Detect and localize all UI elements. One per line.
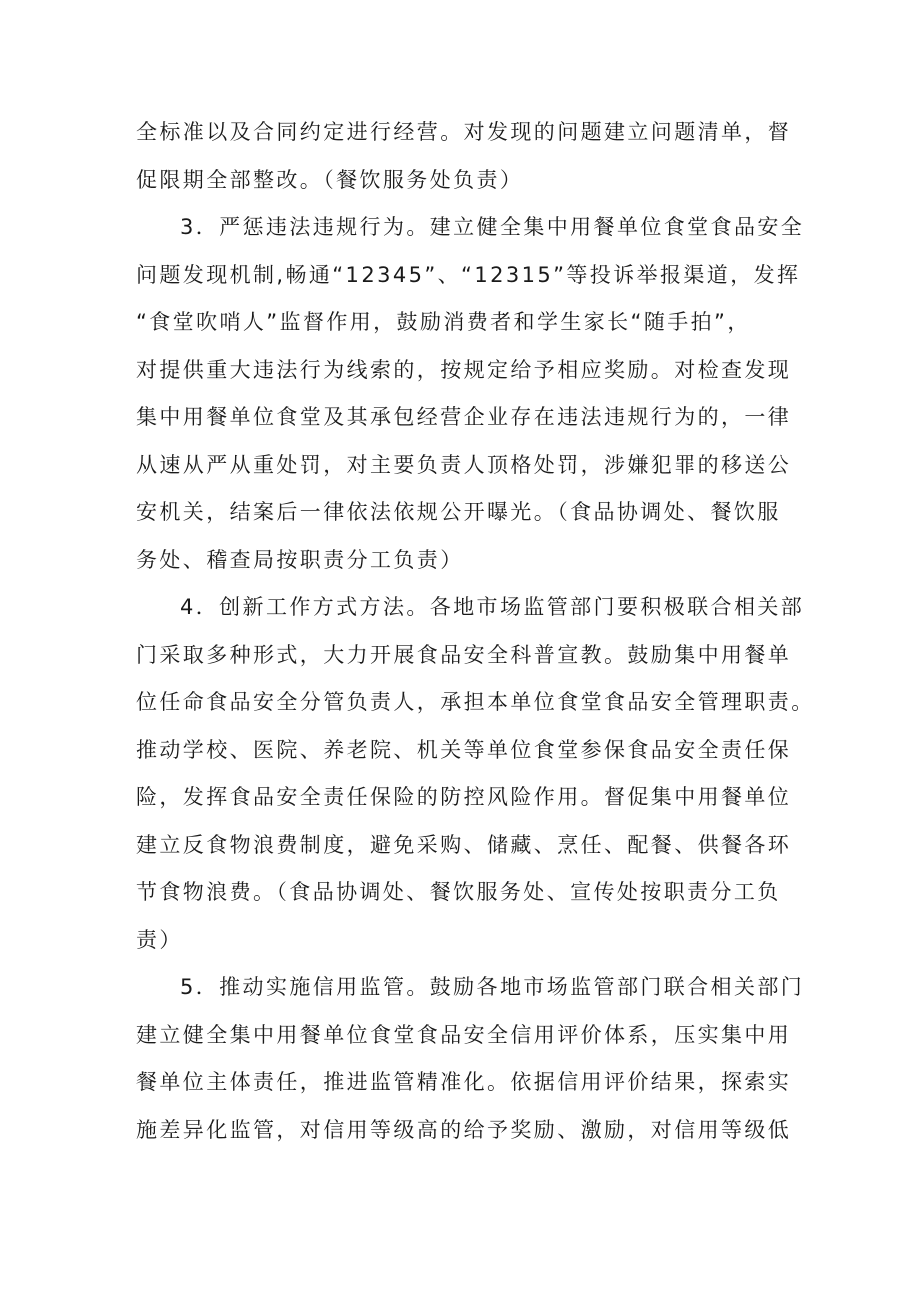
document-body [136, 109, 815, 1154]
text-line: 从速从严从重处罚，对主要负责人顶格处罚，涉嫌犯罪的移送公 [136, 452, 792, 477]
paragraph-4-start: 4．创新工作方式方法。各地市场监管部门要积极联合相关部 [180, 595, 805, 619]
paragraph-5-start: 5．推动实施信用监管。鼓励各地市场监管部门联合相关部门 [180, 975, 805, 999]
text-line: 促限期全部整改。（餐饮服务处负责） [136, 167, 524, 192]
text-line: 责） [136, 927, 183, 952]
text-line: 安机关，结案后一律依法依规公开曝光。（食品协调处、餐饮服 [136, 500, 781, 524]
text-line: 施差异化监管，对信用等级高的给予奖励、激励，对信用等级低 [136, 1117, 792, 1142]
text-line: 险，发挥食品安全责任保险的防控风险作用。督促集中用餐单位 [136, 785, 792, 809]
text-line: 位任命食品安全分管负责人，承担本单位食堂食品安全管理职责。 [136, 690, 815, 714]
text-line: 全标准以及合同约定进行经营。对发现的问题建立问题清单，督 [136, 120, 792, 144]
paragraph-3-start: 3．严惩违法违规行为。建立健全集中用餐单位食堂食品安全 [180, 215, 805, 239]
text-line: 务处、稽查局按职责分工负责） [136, 547, 464, 572]
text-line: 推动学校、医院、养老院、机关等单位食堂参保食品安全责任保 [136, 737, 792, 762]
text-line: 问题发现机制,畅通“12345”、“12315”等投诉举报渠道，发挥 [136, 262, 801, 287]
text-line: 建立健全集中用餐单位食堂食品安全信用评价体系，压实集中用 [136, 1022, 792, 1047]
text-line: 建立反食物浪费制度，避免采购、储藏、烹任、配餐、供餐各环 [136, 832, 792, 857]
text-line: 集中用餐单位食堂及其承包经营企业存在违法违规行为的，一律 [136, 405, 792, 429]
text-line: 对提供重大违法行为线索的，按规定给予相应奖励。对检查发现 [136, 357, 792, 382]
text-line: 餐单位主体责任，推进监管精准化。依据信用评价结果，探索实 [136, 1070, 792, 1094]
text-line: 节食物浪费。（食品协调处、餐饮服务处、宣传处按职责分工负 [136, 880, 781, 904]
text-line: 门采取多种形式，大力开展食品安全科普宣教。鼓励集中用餐单 [136, 642, 792, 667]
text-line: “食堂吹哨人”监督作用，鼓励消费者和学生家长“随手拍”， [136, 310, 751, 334]
